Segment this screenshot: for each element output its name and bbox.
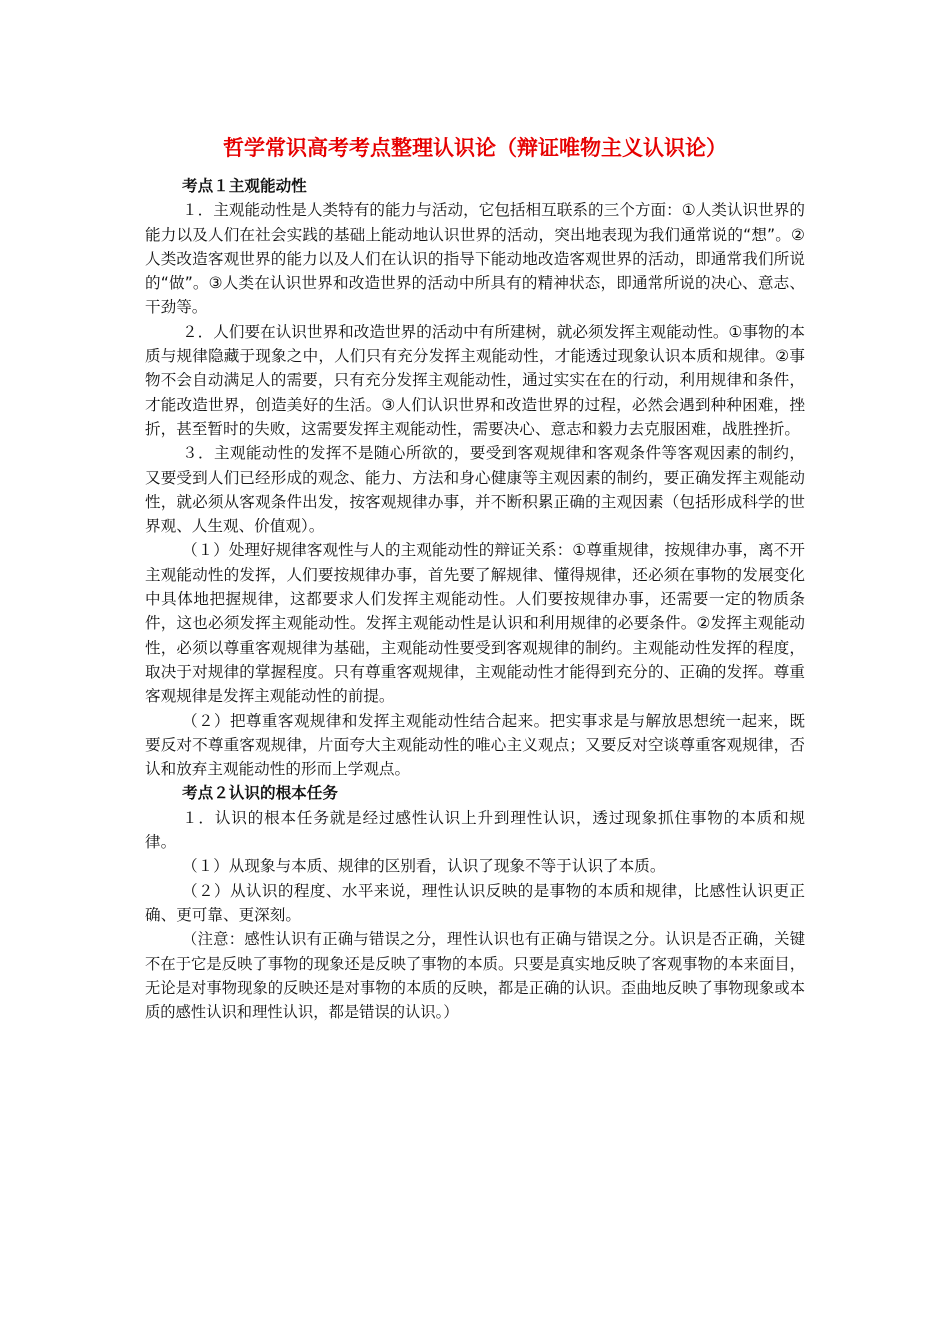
paragraph: （１）处理好规律客观性与人的主观能动性的辩证关系：①尊重规律，按规律办事，离不开主观能动性的发挥，人们要按规律办事，首先要了解规律、懂得规律，还必须在事物的发展变化中具体地把握规律，这都要求人们发挥主观能动性。人们要按规律办事，还需要一定的物质条件，这也必须发挥主观能动性。发挥主观能动性是认识和利用规律的必要条件。②发挥主观能动性，必须以尊重客观规律为基础，主观能动性要受到客观规律的制约。主观能动性发挥的程度，取决于对规律的掌握程度。只有尊重客观规律，主观能动性才能得到充分的、正确的发挥。尊重客观规律是发挥主观能动性的前提。 [145,541,805,706]
paragraph: ２．人们要在认识世界和改造世界的活动中有所建树，就必须发挥主观能动性。①事物的本质与规律隐藏于现象之中，人们只有充分发挥主观能动性，才能透过现象认识本质和规律。②事物不会自动满足人的需要，只有充分发挥主观能动性，通过实实在在的行动，利用规律和条件，才能改造世界，创造美好的生活。③人们认识世界和改造世界的过程，必然会遇到种种困难，挫折，甚至暂时的失败，这需要发挥主观能动性，需要决心、意志和毅力去克服困难，战胜挫折。 [145,322,805,438]
section-subjective-initiative [145,174,805,781]
document-page [145,128,805,1024]
section-heading: 考点２认识的根本任务 [182,783,338,803]
document-title: 哲学常识高考考点整理认识论（辩证唯物主义认识论） [223,136,727,160]
note-paragraph: （注意：感性认识有正确与错误之分，理性认识也有正确与错误之分。认识是否正确，关键不在于它是反映了事物的现象还是反映了事物的本质。只要是真实地反映了客观事物的本来面目，无论是对事物现象的反映还是对事物的本质的反映，都是正确的认识。歪曲地反映了事物现象或本质的感性认识和理性认识，都是错误的认识。） [145,930,805,1022]
paragraph: ３．主观能动性的发挥不是随心所欲的，要受到客观规律和客观条件等客观因素的制约，又要受到人们已经形成的观念、能力、方法和身心健康等主观因素的制约，要正确发挥主观能动性，就必须从客观条件出发，按客观规律办事，并不断积累正确的主观因素（包括形成科学的世界观、人生观、价值观）。 [145,444,805,536]
section-fundamental-task [145,781,805,1024]
paragraph: （２）把尊重客观规律和发挥主观能动性结合起来。把实事求是与解放思想统一起来，既要反对不尊重客观规律，片面夸大主观能动性的唯心主义观点；又要反对空谈尊重客观规律，否认和放弃主观能动性的形而上学观点。 [145,711,805,779]
section-heading: 考点１主观能动性 [182,176,307,195]
paragraph: （１）从现象与本质、规律的区别看，认识了现象不等于认识了本质。 [182,857,666,876]
paragraph: １．认识的根本任务就是经过感性认识上升到理性认识，透过现象抓住事物的本质和规律。 [145,808,805,852]
paragraph: １．主观能动性是人类特有的能力与活动，它包括相互联系的三个方面：①人类认识世界的能力以及人们在社会实践的基础上能动地认识世界的活动，突出地表现为我们通常说的“想”。②人类改造客观世界的能力以及人们在认识的指导下能动地改造客观世界的活动，即通常我们所说的“做”。③人类在认识世界和改造世界的活动中所具有的精神状态，即通常所说的决心、意志、干劲等。 [145,201,805,317]
paragraph: （２）从认识的程度、水平来说，理性认识反映的是事物的本质和规律，比感性认识更正确、更可靠、更深刻。 [145,881,805,924]
